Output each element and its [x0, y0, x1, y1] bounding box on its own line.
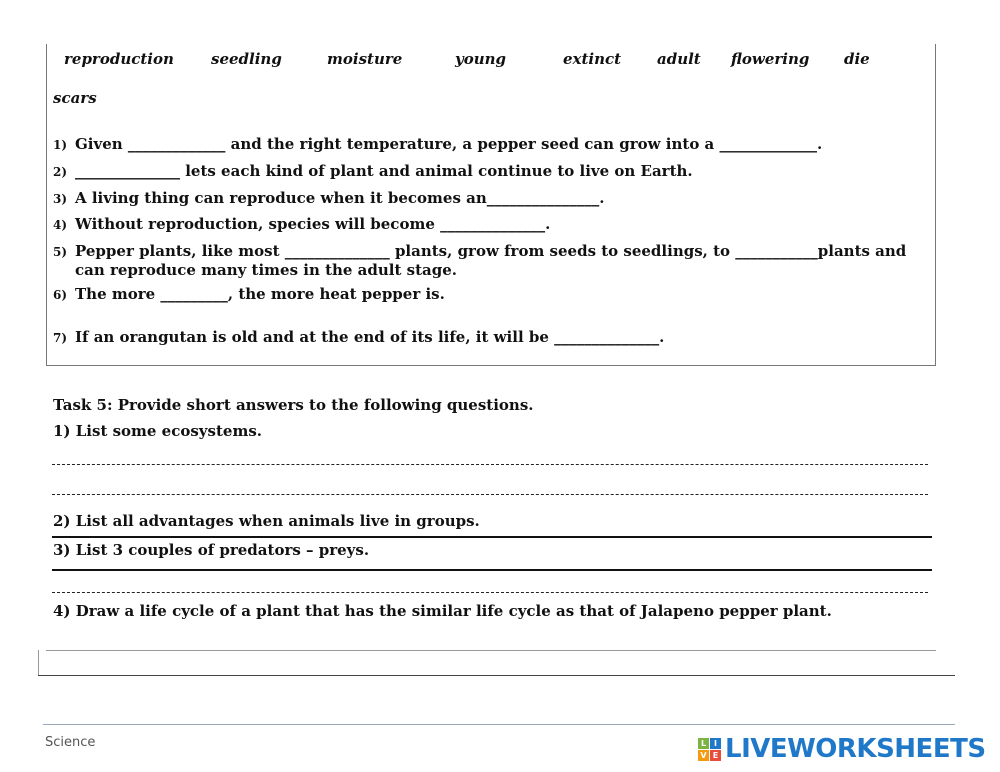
- word-bank-item: scars: [53, 89, 97, 107]
- question-7: [53, 328, 923, 348]
- task5-heading: Task 5: Provide short answers to the following questions.: [53, 396, 534, 414]
- task5-question-2: 2) List all advantages when animals live in groups.: [53, 512, 480, 530]
- task5-question-1: 1) List some ecosystems.: [53, 422, 262, 440]
- word-bank-item: seedling: [211, 50, 282, 68]
- question-4: [53, 215, 923, 235]
- question-number: 1): [53, 138, 68, 152]
- answer-line[interactable]: [52, 536, 932, 538]
- question-3: [53, 189, 923, 209]
- question-number: 3): [53, 192, 68, 206]
- question-text: Pepper plants, like most ______________ plants, grow from seeds to seedlings, to ___________plants and can reproduce many times in the adult stage.: [75, 242, 907, 279]
- word-bank-item: extinct: [563, 50, 622, 68]
- task5-question-4: 4) Draw a life cycle of a plant that has the similar life cycle as that of Jalapeno pepper plant.: [53, 602, 832, 620]
- word-bank-item: adult: [657, 50, 701, 68]
- drawing-area-left: [38, 650, 39, 675]
- word-bank-item: reproduction: [64, 50, 174, 68]
- word-bank-item: moisture: [327, 50, 403, 68]
- question-1: [53, 135, 923, 155]
- question-number: 7): [53, 331, 68, 345]
- question-text: A living thing can reproduce when it becomes an_______________.: [75, 189, 605, 207]
- drawing-area-bottom: [38, 675, 955, 676]
- word-bank-item: die: [844, 50, 870, 68]
- answer-line[interactable]: [52, 464, 928, 465]
- footer-divider: [43, 724, 955, 725]
- liveworksheets-logo[interactable]: [698, 734, 986, 764]
- task5-question-3: 3) List 3 couples of predators – preys.: [53, 541, 370, 559]
- drawing-area-top: [46, 650, 936, 651]
- question-number: 4): [53, 218, 68, 232]
- question-6: [53, 285, 923, 305]
- logo-text: LIVEWORKSHEETS: [725, 734, 986, 764]
- question-text: The more _________, the more heat pepper is.: [75, 285, 445, 303]
- question-text: If an orangutan is old and at the end of its life, it will be ______________.: [75, 328, 665, 346]
- question-5: [53, 242, 923, 280]
- question-number: 2): [53, 165, 68, 179]
- question-number: 6): [53, 288, 68, 302]
- word-bank-item: flowering: [731, 50, 810, 68]
- question-2: [53, 162, 923, 182]
- question-number: 5): [53, 245, 68, 259]
- question-text: ______________ lets each kind of plant and animal continue to live on Earth.: [75, 162, 693, 180]
- answer-line[interactable]: [52, 494, 928, 495]
- logo-icon: L I V E: [698, 738, 721, 761]
- answer-line[interactable]: [52, 592, 928, 593]
- question-text: Without reproduction, species will become ______________.: [75, 215, 551, 233]
- word-bank-item: young: [455, 50, 507, 68]
- answer-line[interactable]: [52, 569, 932, 571]
- question-text: Given _____________ and the right temperature, a pepper seed can grow into a _____________.: [75, 135, 823, 153]
- footer-subject: Science: [45, 735, 96, 750]
